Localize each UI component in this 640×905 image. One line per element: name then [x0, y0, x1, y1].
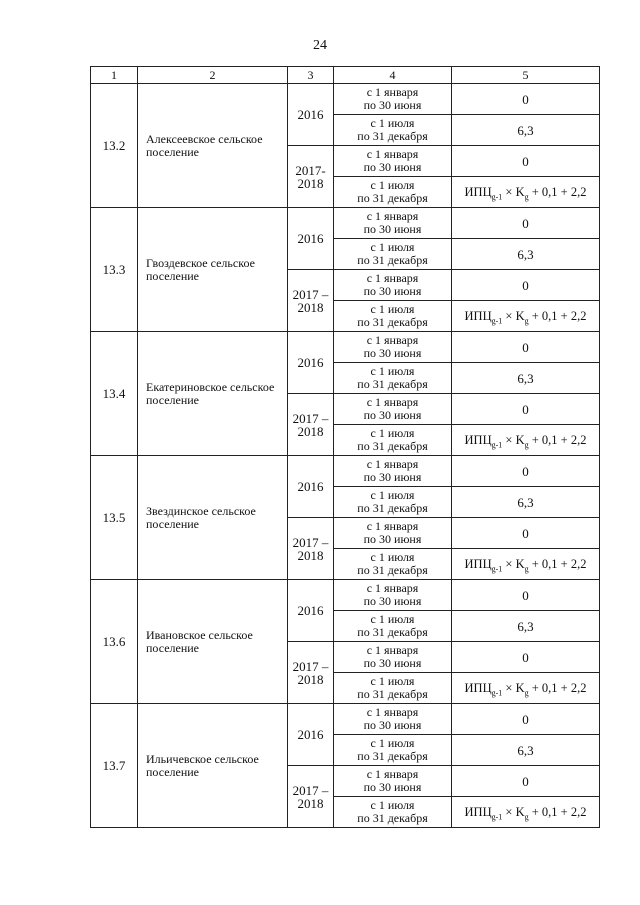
section-number: 13.4: [91, 332, 138, 456]
formula-k: × K: [502, 184, 525, 199]
formula-k: × K: [502, 432, 525, 447]
formula-k: × K: [502, 680, 525, 695]
formula-k: × K: [502, 308, 525, 323]
header-cell: 5: [452, 67, 600, 84]
header-cell: 2: [138, 67, 288, 84]
value-cell: 6,3: [452, 611, 600, 642]
settlement-name: Ивановское сельское поселение: [138, 580, 288, 704]
value-cell: 6,3: [452, 735, 600, 766]
value-cell: 0: [452, 766, 600, 797]
value-cell: 0: [452, 456, 600, 487]
section-number: 13.3: [91, 208, 138, 332]
value-cell: 0: [452, 146, 600, 177]
period-cell: с 1 июля по 31 декабря: [334, 549, 452, 580]
formula-k: × K: [502, 556, 525, 571]
table-row: [91, 456, 600, 487]
period-cell: с 1 июля по 31 декабря: [334, 363, 452, 394]
value-cell: 0: [452, 208, 600, 239]
formula-ipc: ИПЦ: [464, 308, 492, 323]
period-cell: с 1 июля по 31 декабря: [334, 425, 452, 456]
period-cell: с 1 июля по 31 декабря: [334, 301, 452, 332]
header-cell: 3: [288, 67, 334, 84]
table-row: [91, 84, 600, 115]
formula-ipc: ИПЦ: [464, 680, 492, 695]
year-cell: 2017- 2018: [288, 146, 334, 208]
formula-k-subscript: g: [524, 192, 529, 201]
year-cell: 2017 – 2018: [288, 642, 334, 704]
period-cell: с 1 июля по 31 декабря: [334, 797, 452, 828]
year-cell: 2017 – 2018: [288, 766, 334, 828]
section-number: 13.7: [91, 704, 138, 828]
formula-tail: + 0,1 + 2,2: [528, 680, 587, 695]
formula-tail: + 0,1 + 2,2: [528, 556, 587, 571]
value-cell: 0: [452, 518, 600, 549]
value-cell: 6,3: [452, 487, 600, 518]
formula-k-subscript: g: [524, 316, 529, 325]
formula-ipc-subscript: g-1: [491, 192, 503, 201]
period-cell: с 1 января по 30 июня: [334, 84, 452, 115]
formula-ipc-subscript: g-1: [491, 440, 503, 449]
settlement-name: Звездинское сельское поселение: [138, 456, 288, 580]
page-number: 24: [313, 38, 327, 53]
formula-ipc: ИПЦ: [464, 804, 492, 819]
settlement-name: Ильичевское сельское поселение: [138, 704, 288, 828]
period-cell: с 1 июля по 31 декабря: [334, 115, 452, 146]
table-row: [91, 704, 600, 735]
formula-ipc: ИПЦ: [464, 556, 492, 571]
period-cell: с 1 июля по 31 декабря: [334, 611, 452, 642]
header-cell: 4: [334, 67, 452, 84]
formula-tail: + 0,1 + 2,2: [528, 184, 587, 199]
formula-k-subscript: g: [524, 688, 529, 697]
formula-tail: + 0,1 + 2,2: [528, 432, 587, 447]
section-number: 13.6: [91, 580, 138, 704]
formula-k-subscript: g: [524, 564, 529, 573]
table-row: [91, 332, 600, 363]
period-cell: с 1 января по 30 июня: [334, 704, 452, 735]
table-row: [91, 208, 600, 239]
formula-tail: + 0,1 + 2,2: [528, 804, 587, 819]
formula-cell: [452, 425, 600, 456]
formula-ipc-subscript: g-1: [491, 316, 503, 325]
period-cell: с 1 января по 30 июня: [334, 518, 452, 549]
formula-cell: [452, 301, 600, 332]
period-cell: с 1 июля по 31 декабря: [334, 673, 452, 704]
value-cell: 0: [452, 394, 600, 425]
formula-ipc-subscript: g-1: [491, 688, 503, 697]
period-cell: с 1 июля по 31 декабря: [334, 487, 452, 518]
settlement-name: Алексеевское сельское поселение: [138, 84, 288, 208]
year-cell: 2016: [288, 704, 334, 766]
value-cell: 6,3: [452, 239, 600, 270]
tariff-table-body: [91, 67, 600, 828]
year-cell: 2017 – 2018: [288, 270, 334, 332]
tariff-table: [90, 66, 600, 828]
period-cell: с 1 января по 30 июня: [334, 394, 452, 425]
value-cell: 0: [452, 642, 600, 673]
period-cell: с 1 января по 30 июня: [334, 642, 452, 673]
year-cell: 2017 – 2018: [288, 394, 334, 456]
section-number: 13.2: [91, 84, 138, 208]
formula-cell: [452, 673, 600, 704]
value-cell: 0: [452, 580, 600, 611]
period-cell: с 1 января по 30 июня: [334, 270, 452, 301]
period-cell: с 1 июля по 31 декабря: [334, 239, 452, 270]
period-cell: с 1 января по 30 июня: [334, 146, 452, 177]
period-cell: с 1 января по 30 июня: [334, 456, 452, 487]
formula-ipc: ИПЦ: [464, 432, 492, 447]
formula-cell: [452, 177, 600, 208]
period-cell: с 1 января по 30 июня: [334, 580, 452, 611]
formula-k: × K: [502, 804, 525, 819]
section-number: 13.5: [91, 456, 138, 580]
formula-ipc-subscript: g-1: [491, 812, 503, 821]
header-cell: 1: [91, 67, 138, 84]
year-cell: 2017 – 2018: [288, 518, 334, 580]
formula-k-subscript: g: [524, 440, 529, 449]
value-cell: 6,3: [452, 115, 600, 146]
formula-cell: [452, 549, 600, 580]
year-cell: 2016: [288, 84, 334, 146]
period-cell: с 1 января по 30 июня: [334, 332, 452, 363]
settlement-name: Гвоздевское сельское поселение: [138, 208, 288, 332]
formula-tail: + 0,1 + 2,2: [528, 308, 587, 323]
year-cell: 2016: [288, 208, 334, 270]
value-cell: 0: [452, 270, 600, 301]
table-row: [91, 580, 600, 611]
value-cell: 0: [452, 704, 600, 735]
header-row: [91, 67, 600, 84]
year-cell: 2016: [288, 456, 334, 518]
value-cell: 0: [452, 332, 600, 363]
settlement-name: Екатериновское сельское поселение: [138, 332, 288, 456]
period-cell: с 1 июля по 31 декабря: [334, 735, 452, 766]
formula-ipc-subscript: g-1: [491, 564, 503, 573]
period-cell: с 1 июля по 31 декабря: [334, 177, 452, 208]
formula-cell: [452, 797, 600, 828]
period-cell: с 1 января по 30 июня: [334, 766, 452, 797]
formula-ipc: ИПЦ: [464, 184, 492, 199]
value-cell: 0: [452, 84, 600, 115]
year-cell: 2016: [288, 332, 334, 394]
value-cell: 6,3: [452, 363, 600, 394]
formula-k-subscript: g: [524, 812, 529, 821]
year-cell: 2016: [288, 580, 334, 642]
period-cell: с 1 января по 30 июня: [334, 208, 452, 239]
